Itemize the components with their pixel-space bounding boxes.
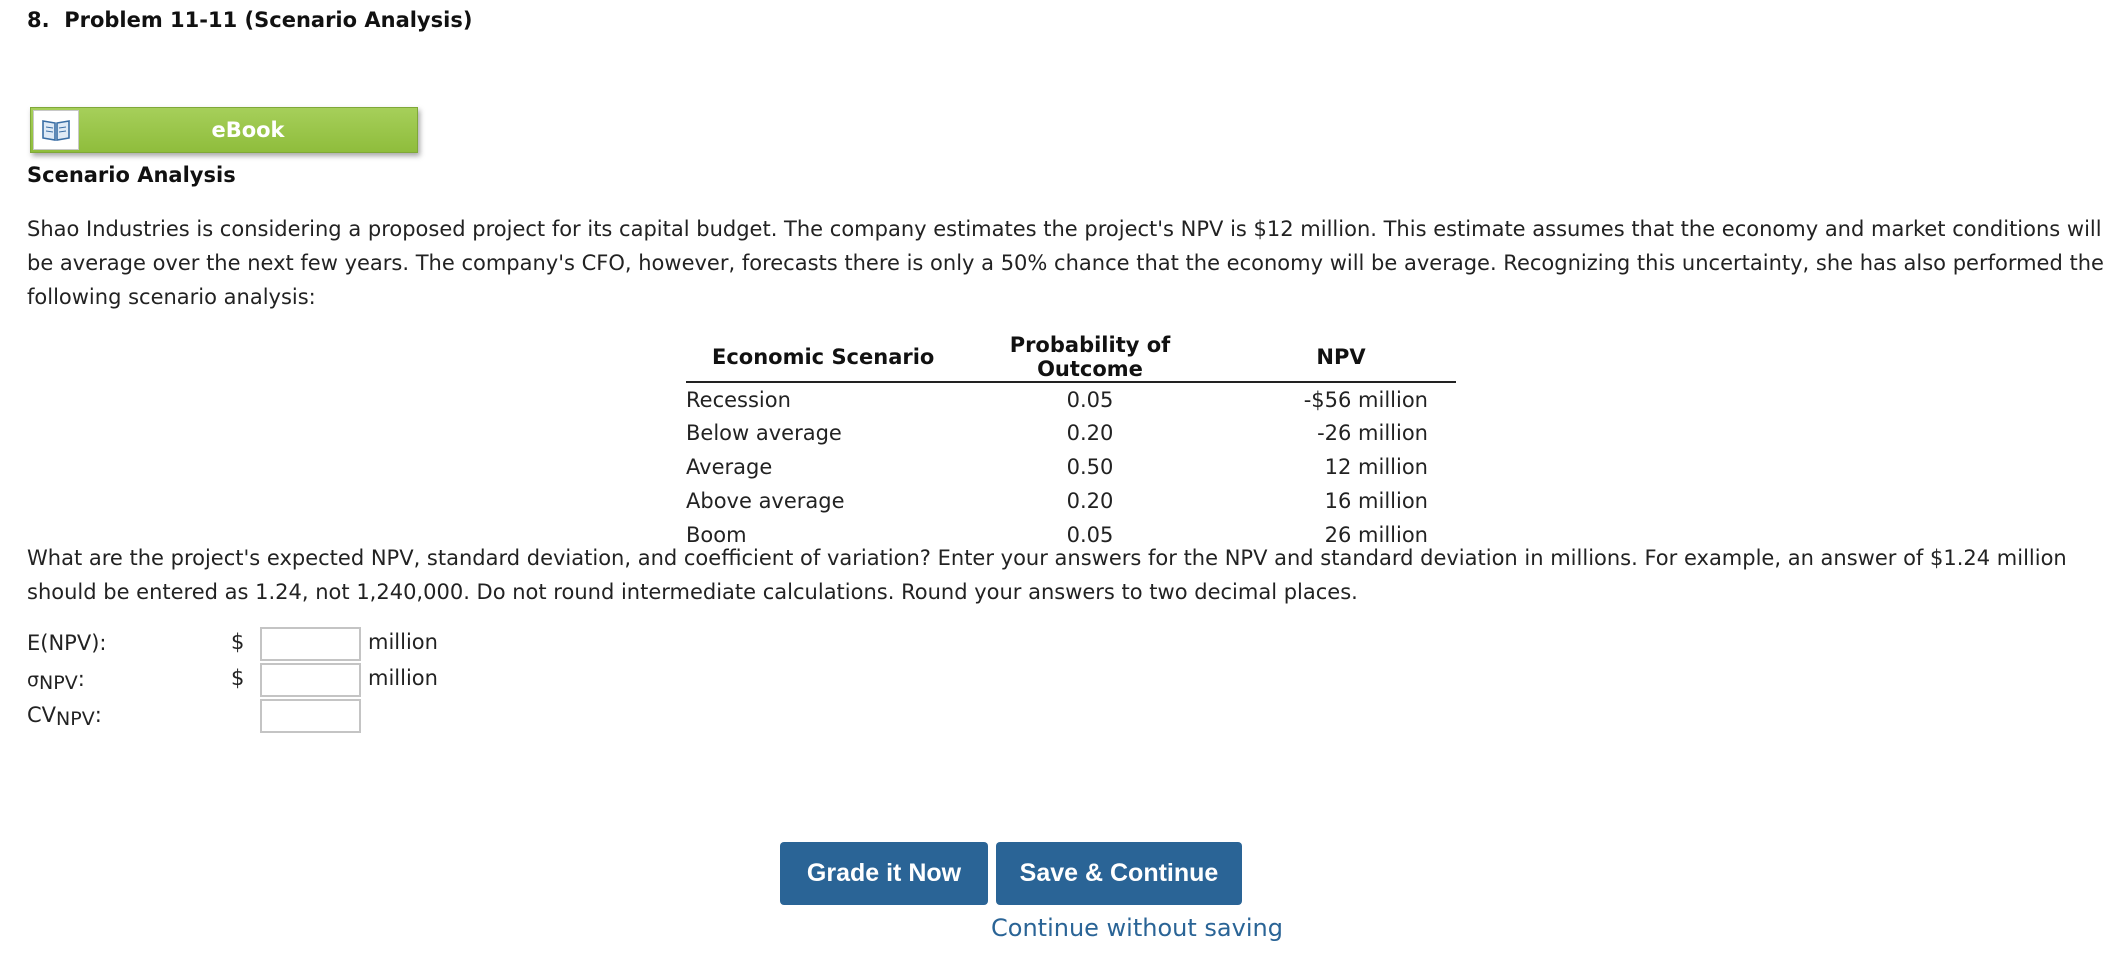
cv-subscript: NPV xyxy=(56,708,95,730)
sigma-input[interactable] xyxy=(260,663,361,697)
save-and-continue-button[interactable]: Save & Continue xyxy=(996,842,1242,905)
table-row xyxy=(686,416,1456,450)
sigma-symbol: σ xyxy=(27,669,40,691)
cell-npv: 12 million xyxy=(1324,455,1428,479)
table-header-row xyxy=(686,333,1456,382)
cell-scenario: Recession xyxy=(686,387,791,412)
enpv-label: E(NPV): xyxy=(27,631,107,655)
question-paragraph: What are the project's expected NPV, standard deviation, and coefficient of variation? Enter your answers for the NPV and standard deviation in millions. For example, an answer of $1.24 million should be entered as 1.24, not 1,240,000. Do not round intermediate calculations. Round your answers to two decimal places. xyxy=(27,546,2067,604)
book-icon xyxy=(33,110,79,150)
header-scenario: Economic Scenario xyxy=(686,333,954,382)
continue-without-saving-link[interactable]: Continue without saving xyxy=(991,914,1283,942)
cell-probability: 0.05 xyxy=(1066,387,1114,412)
sigma-colon: : xyxy=(77,667,85,691)
cell-probability: 0.50 xyxy=(1066,455,1114,479)
cell-probability: 0.05 xyxy=(1066,523,1114,547)
cell-scenario: Below average xyxy=(686,421,842,445)
section-heading: Scenario Analysis xyxy=(27,163,236,187)
sigma-currency: $ xyxy=(231,666,245,690)
scenario-table xyxy=(686,333,1456,552)
header-probability: Probability of Outcome xyxy=(954,333,1226,382)
cell-npv: 26 million xyxy=(1324,523,1428,547)
ebook-button[interactable] xyxy=(30,107,418,153)
cell-scenario: Average xyxy=(686,455,773,479)
cell-npv: -26 million xyxy=(1317,421,1428,445)
intro-paragraph: Shao Industries is considering a proposed project for its capital budget. The company estimates the project's NPV is $12 million. This estimate assumes that the economy and market conditions will be average over the next few years. The company's CFO, however, forecasts there is only a 50% chance that the economy will be average. Recognizing this uncertainty, she has also performed the following scenario analysis: xyxy=(27,217,2104,309)
table-row xyxy=(686,450,1456,484)
cell-npv: -$56 million xyxy=(1303,387,1428,412)
sigma-unit: million xyxy=(368,666,438,690)
header-npv: NPV xyxy=(1226,333,1456,382)
sigma-subscript: NPV xyxy=(39,672,78,694)
enpv-currency: $ xyxy=(231,630,245,654)
ebook-label: eBook xyxy=(211,118,285,142)
enpv-unit: million xyxy=(368,630,438,654)
cell-npv: 16 million xyxy=(1324,489,1428,513)
cv-input[interactable] xyxy=(260,699,361,733)
problem-title xyxy=(27,8,472,32)
cv-label xyxy=(27,703,102,730)
table-row xyxy=(686,484,1456,518)
problem-name: Problem 11-11 (Scenario Analysis) xyxy=(64,8,473,32)
cell-scenario: Above average xyxy=(686,489,845,513)
problem-number: 8. xyxy=(27,8,50,32)
enpv-input[interactable] xyxy=(260,627,361,661)
cell-scenario: Boom xyxy=(686,523,747,547)
cell-probability: 0.20 xyxy=(1066,489,1114,513)
cv-colon: : xyxy=(94,703,102,727)
sigma-label xyxy=(27,667,85,694)
cv-symbol: CV xyxy=(27,703,57,727)
cell-probability: 0.20 xyxy=(1066,421,1114,445)
table-row xyxy=(686,382,1456,416)
grade-it-now-button[interactable]: Grade it Now xyxy=(780,842,988,905)
